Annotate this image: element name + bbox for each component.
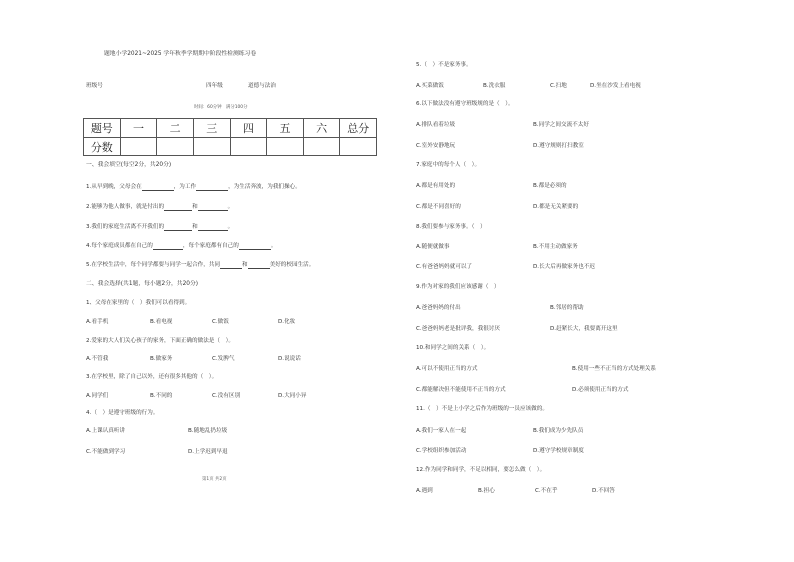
choice-option[interactable]: B.都是必须的 [533,183,567,189]
choice-option[interactable]: B.随地乱扔垃圾 [188,428,228,434]
score-table [83,118,377,156]
choice-option[interactable]: A.不管我 [86,356,109,362]
score-header-cell: 三 [193,119,230,138]
choice-option[interactable]: C.室外安静地玩 [416,143,456,149]
fill-text: 1.从早到晚，父母会在 [86,184,142,190]
fill-text: ，每个家庭都有自己的 [182,243,239,249]
choice-option[interactable]: C.爸爸妈妈老是批评我，我很讨厌 [416,326,500,332]
fill-text: 和 [242,262,248,268]
choice-option[interactable]: B.邻居的帮助 [550,305,584,311]
choice-option[interactable]: C.发脾气 [212,356,235,362]
score-cell[interactable] [303,138,340,156]
fill-question-2 [86,204,233,211]
choice-question-4: 4.（ ）是遵守班级的行为。 [86,410,159,416]
blank-line[interactable] [248,262,270,269]
fill-text: 5.在学校生活中，每个同学都要与同学一起合作，共同 [86,262,220,268]
fill-text: 和 [192,224,198,230]
choice-option[interactable]: A.买菜做饭 [416,83,444,89]
fill-question-1 [86,184,301,191]
score-cell[interactable] [267,138,304,156]
score-header-cell: 二 [157,119,194,138]
choice-option[interactable]: A.上课认真听讲 [86,428,126,434]
choice-option[interactable]: D.遵守学校规章制度 [533,448,584,454]
choice-option[interactable]: B.同学之间交流不太好 [533,122,589,128]
class-label: 班级号 [86,83,103,89]
choice-option[interactable]: C.有爸爸妈妈就可以了 [416,264,473,270]
fill-text: 和 [192,204,198,210]
section2-title: 二、我会选择(共1题，每小题2分，共20分) [86,281,199,287]
choice-question-7: 7.家庭中的每个人（ ）。 [416,162,481,168]
fill-text: 。 [227,224,234,230]
choice-option[interactable]: D.不回答 [592,488,615,494]
blank-line[interactable] [198,204,228,211]
choice-option[interactable]: D.说说话 [278,356,301,362]
choice-option[interactable]: A.爸爸妈妈的付出 [416,305,461,311]
choice-option[interactable]: D.上学迟到早退 [188,449,228,455]
choice-option[interactable]: A.看手机 [86,319,109,325]
blank-line[interactable] [164,224,192,231]
choice-option[interactable]: A.随便就做事 [416,244,450,250]
score-header-cell: 四 [230,119,267,138]
choice-option[interactable]: A.可以不使用正当的方式 [416,366,478,372]
choice-option[interactable]: D.遵守规则打扫教室 [533,143,584,149]
grade-label: 四年级 [206,83,223,89]
choice-option[interactable]: A.同学们 [86,393,109,399]
choice-question-9: 9.作为对家的我们应该感谢（ ） [416,284,500,290]
fill-question-5 [86,262,314,269]
fill-question-4 [86,243,276,250]
choice-option[interactable]: A.都是有用处的 [416,183,456,189]
score-header-cell: 总分 [340,119,377,138]
score-header-cell: 五 [267,119,304,138]
choice-option[interactable]: D.必须使用正当的方式 [572,387,629,393]
choice-option[interactable]: B.洗衣服 [483,83,506,89]
exam-title: 题地小学2021~2025 学年秋季学期期中阶段性检测练习卷 [104,51,257,57]
choice-question-1: 1、父母在家里的（ ）我们可以看得到。 [86,300,191,306]
choice-option[interactable]: B.担心 [478,488,495,494]
choice-option[interactable]: C.都能解决但不能使用不正当的方式 [416,387,506,393]
fill-text: ，为工作 [173,184,197,190]
fill-question-3 [86,224,233,231]
section1-title: 一、我会填空(每空2分，共20分) [86,162,172,168]
choice-option[interactable]: D.坐在沙发上看电视 [590,83,641,89]
choice-option[interactable]: C.都是不同喜好的 [416,204,461,210]
blank-line[interactable] [164,204,192,211]
choice-question-8: 8.我们要参与家务事。（ ） [416,224,486,230]
choice-option[interactable]: B.不用主动做家务 [533,244,578,250]
choice-option[interactable]: D.大同小异 [278,393,307,399]
score-table-row [84,138,377,156]
subject-label: 道德与法治 [248,83,276,89]
fill-text: 4.每个家庭成员都在自己的 [86,243,153,249]
fill-text: 。 [227,204,234,210]
blank-line[interactable] [239,243,271,250]
choice-option[interactable]: C.扫地 [550,83,567,89]
choice-question-10: 10.和同学之间的关系（ ）。 [416,345,490,351]
choice-option[interactable]: C.做饭 [212,319,229,325]
score-cell[interactable] [157,138,194,156]
choice-question-5: 5.（ ）不是家务事。 [416,62,472,68]
score-cell[interactable] [193,138,230,156]
choice-option[interactable]: B.使用一些不正当的方式处理关系 [572,366,656,372]
choice-option[interactable]: D.赶紧长大，我要离开这里 [550,326,618,332]
time-info: 时间：60分钟 满分100分 [194,105,248,110]
choice-option[interactable]: B.不同的 [150,393,173,399]
score-cell[interactable] [120,138,157,156]
choice-option[interactable]: B.做家务 [150,356,173,362]
choice-option[interactable]: A.我们一家人在一起 [416,428,467,434]
score-row-label: 分数 [84,138,121,156]
choice-option[interactable]: C.没有区别 [212,393,241,399]
choice-option[interactable]: C.不在乎 [535,488,558,494]
choice-option[interactable]: B.我们成为少先队员 [533,428,584,434]
choice-option[interactable]: C.不能做到学习 [86,449,126,455]
choice-option[interactable]: C.学校组织参加活动 [416,448,467,454]
score-cell[interactable] [230,138,267,156]
choice-question-11: 11.（ ）不是上小学之后作为班级的一员应该做的。 [416,406,548,412]
page-footer: 第1页 共2页 [202,477,227,482]
choice-option[interactable]: A.遇到 [416,488,433,494]
fill-text: 美好的校园生活。 [269,262,315,268]
choice-option[interactable]: B.看电视 [150,319,173,325]
choice-question-2: 2.爱家的大人们关心孩子的家务，下面正确的做法是（ ）。 [86,338,234,344]
blank-line[interactable] [198,224,228,231]
choice-option[interactable]: D.化妆 [278,319,296,325]
choice-question-3: 3.在学校里，除了自己以外，还有很多其他的（ ）。 [86,374,218,380]
choice-option[interactable]: D.长大后再做家务也不迟 [533,264,596,270]
score-header-cell: 题号 [84,119,121,138]
fill-text: ，为生活奔波，为我们操心。 [228,184,301,190]
fill-text: 。 [270,243,277,249]
blank-line[interactable] [196,184,228,191]
fill-text: 3.我们的家庭生活离不开我们的 [86,224,165,230]
choice-option[interactable]: A.排队看着垃圾 [416,122,456,128]
blank-line[interactable] [220,262,242,269]
blank-line[interactable] [153,243,183,250]
blank-line[interactable] [142,184,174,191]
choice-option[interactable]: D.都是无关紧要的 [533,204,579,210]
score-table-header-row [84,119,377,138]
score-cell[interactable] [340,138,377,156]
choice-question-12: 12.作为同学和同学，不足以相同，要怎么做（ ）。 [416,467,546,473]
fill-text: 2.能够为他人做事，就是付出的 [86,204,165,210]
choice-question-6: 6.以下做法没有遵守班级规的是（ ）。 [416,101,514,107]
score-header-cell: 一 [120,119,157,138]
score-header-cell: 六 [303,119,340,138]
